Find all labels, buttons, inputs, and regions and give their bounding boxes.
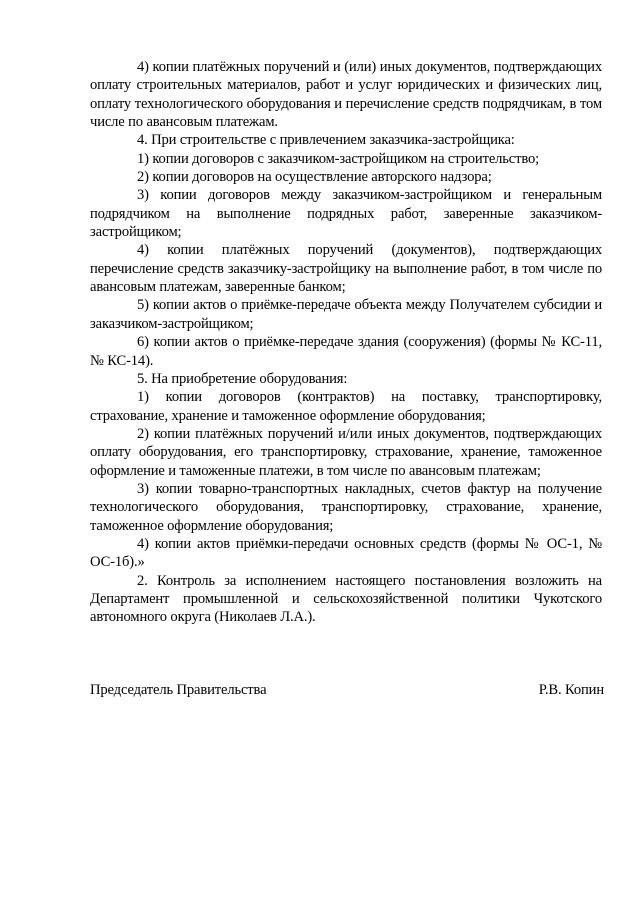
paragraph-waybills: 3) копии товарно-транспортных накладных, счетов фактур на получение технологического оборудования, транспортировку, страхование, хранение, таможенное оформление оборудования;	[90, 480, 602, 534]
signatory-name: Р.В. Копин	[538, 682, 604, 698]
paragraph-asset-transfer-acts: 4) копии актов приёмки-передачи основных средств (формы № ОС-1, № ОС-1б).»	[90, 535, 602, 571]
signature-block	[90, 681, 604, 699]
paragraph-building-transfer-acts: 6) копии актов о приёмке-передаче здания (сооружения) (формы № КС-11, № КС-14).	[90, 334, 602, 369]
paragraph-customer-contracts: 1) копии договоров с заказчиком-застройщиком на строительство;	[137, 150, 540, 167]
signatory-position: Председатель Правительства	[90, 682, 267, 698]
document-body	[90, 58, 602, 627]
section-5-heading: 5. На приобретение оборудования:	[137, 370, 348, 387]
paragraph-supervision-contracts: 2) копии договоров на осуществление авторского надзора;	[137, 169, 492, 186]
paragraph-control-clause: 2. Контроль за исполнением настоящего постановления возложить на Департамент промышленной и сельскохозяйственной политики Чукотского автономного округа (Николаев Л.А.).	[90, 572, 602, 626]
paragraph-general-contractor: 3) копии договоров между заказчиком-застройщиком и генеральным подрядчиком на выполнение подрядных работ, заверенные заказчиком-застройщиком;	[90, 187, 602, 241]
paragraph-equipment-contracts: 1) копии договоров (контрактов) на поставку, транспортировку, страхование, хранение и таможенное оформление оборудования;	[90, 389, 602, 424]
paragraph-payment-documents: 4) копии платёжных поручений (документов), подтверждающих перечисление средств заказчику-застройщику на выполнение работ, в том числе по авансовым платежам, заверенные банком;	[90, 242, 602, 296]
paragraph-payment-orders: 4) копии платёжных поручений и (или) иных документов, подтверждающих оплату строительных материалов, работ и услуг юридических и физических лиц, оплату технологического оборудования и перечисление средств подрядчикам, в том числе по авансовым платежам.	[90, 59, 602, 131]
section-4-heading: 4. При строительстве с привлечением заказчика-застройщика:	[137, 132, 515, 149]
paragraph-equipment-payments: 2) копии платёжных поручений и/или иных документов, подтверждающих оплату оборудования, его транспортировку, страхование, хранение, таможенное оформление и таможенные платежи, в том числе по авансовым платежам;	[90, 425, 602, 479]
paragraph-object-transfer-acts: 5) копии актов о приёмке-передаче объекта между Получателем субсидии и заказчиком-застройщиком;	[90, 297, 602, 332]
